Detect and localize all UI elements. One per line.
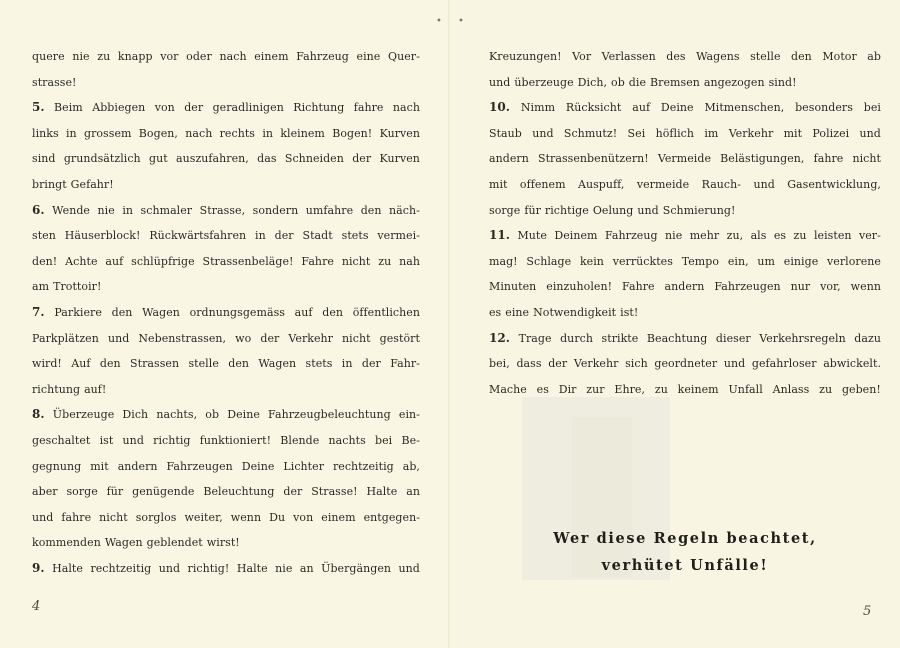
spine-mark-right: •: [458, 16, 464, 27]
left-text-column: [32, 44, 420, 581]
motto-line-2: verhütet Unfälle!: [601, 557, 769, 574]
right-text-line: andern Strassenbenützern! Vermeide Belästigungen, fahre nicht: [489, 152, 881, 166]
right-text-line: Kreuzungen! Vor Verlassen des Wagens stelle den Motor ab: [489, 50, 881, 63]
right-text-line: 12. Trage durch strikte Beachtung dieser Verkehrsregeln dazu: [489, 330, 881, 345]
page-number-left: 4: [32, 599, 41, 614]
left-text-line: bringt Gefahr!: [32, 177, 114, 191]
page-number-right: 5: [863, 604, 872, 619]
left-text-line: am Trottoir!: [32, 280, 102, 294]
left-text-line: 5. Beim Abbiegen von der geradlinigen Richtung fahre nach: [32, 100, 420, 115]
right-text-line: 11. Mute Deinem Fahrzeug nie mehr zu, als es zu leisten ver-: [489, 228, 881, 243]
motto: [520, 525, 850, 579]
right-text-line: und überzeuge Dich, ob die Bremsen angezogen sind!: [489, 75, 797, 89]
right-text-line: mag! Schlage kein verrücktes Tempo ein, um einige verlorene: [489, 254, 881, 268]
right-text-line: bei, dass der Verkehr sich geordneter und gefahrloser abwickelt.: [489, 357, 881, 371]
motto-line-1: Wer diese Regeln beachtet,: [553, 530, 817, 547]
left-text-line: kommenden Wagen geblendet wirst!: [32, 536, 240, 550]
left-text-line: Parkplätzen und Nebenstrassen, wo der Verkehr nicht gestört: [32, 331, 420, 345]
right-page: [450, 0, 900, 648]
left-text-line: den! Achte auf schlüpfrige Strassenbeläge! Fahre nicht zu nah: [32, 254, 420, 268]
right-text-column: [489, 44, 881, 402]
right-text-line: mit offenem Auspuff, vermeide Rauch- und Gasentwicklung,: [489, 177, 881, 191]
right-text-line: Staub und Schmutz! Sei höflich im Verkehr mit Polizei und: [489, 126, 881, 140]
left-text-line: 9. Halte rechtzeitig und richtig! Halte nie an Übergängen und: [32, 560, 420, 575]
right-text-line: es eine Notwendigkeit ist!: [489, 305, 639, 319]
left-text-line: 7. Parkiere den Wagen ordnungsgemäss auf den öffentlichen: [32, 304, 420, 319]
left-text-line: 8. Überzeuge Dich nachts, ob Deine Fahrzeugbeleuchtung ein-: [32, 407, 420, 422]
left-text-line: und fahre nicht sorglos weiter, wenn Du von einem entgegen-: [32, 510, 420, 524]
left-text-line: sind grundsätzlich gut auszufahren, das Schneiden der Kurven: [32, 152, 420, 166]
right-text-line: sorge für richtige Oelung und Schmierung!: [489, 203, 736, 217]
left-text-line: sten Häuserblock! Rückwärtsfahren in der Stadt stets vermei-: [32, 229, 420, 243]
left-text-line: links in grossem Bogen, nach rechts in kleinem Bogen! Kurven: [32, 126, 420, 140]
left-text-line: wird! Auf den Strassen stelle den Wagen stets in der Fahr-: [32, 357, 420, 371]
left-text-line: quere nie zu knapp vor oder nach einem Fahrzeug eine Quer-: [32, 50, 420, 63]
left-text-line: aber sorge für genügende Beleuchtung der Strasse! Halte an: [32, 485, 420, 499]
right-text-line: 10. Nimm Rücksicht auf Deine Mitmenschen, besonders bei: [489, 100, 881, 115]
left-text-line: richtung auf!: [32, 382, 107, 396]
right-text-line: Minuten einzuholen! Fahre andern Fahrzeugen nur vor, wenn: [489, 280, 881, 294]
left-text-line: geschaltet ist und richtig funktioniert! Blende nachts bei Be-: [32, 433, 420, 447]
left-text-line: gegnung mit andern Fahrzeugen Deine Lichter rechtzeitig ab,: [32, 459, 420, 473]
left-text-line: strasse!: [32, 75, 77, 89]
spine-mark: •: [436, 16, 442, 27]
left-text-line: 6. Wende nie in schmaler Strasse, sondern umfahre den näch-: [32, 202, 420, 217]
right-text-line: Mache es Dir zur Ehre, zu keinem Unfall Anlass zu geben!: [489, 382, 881, 396]
